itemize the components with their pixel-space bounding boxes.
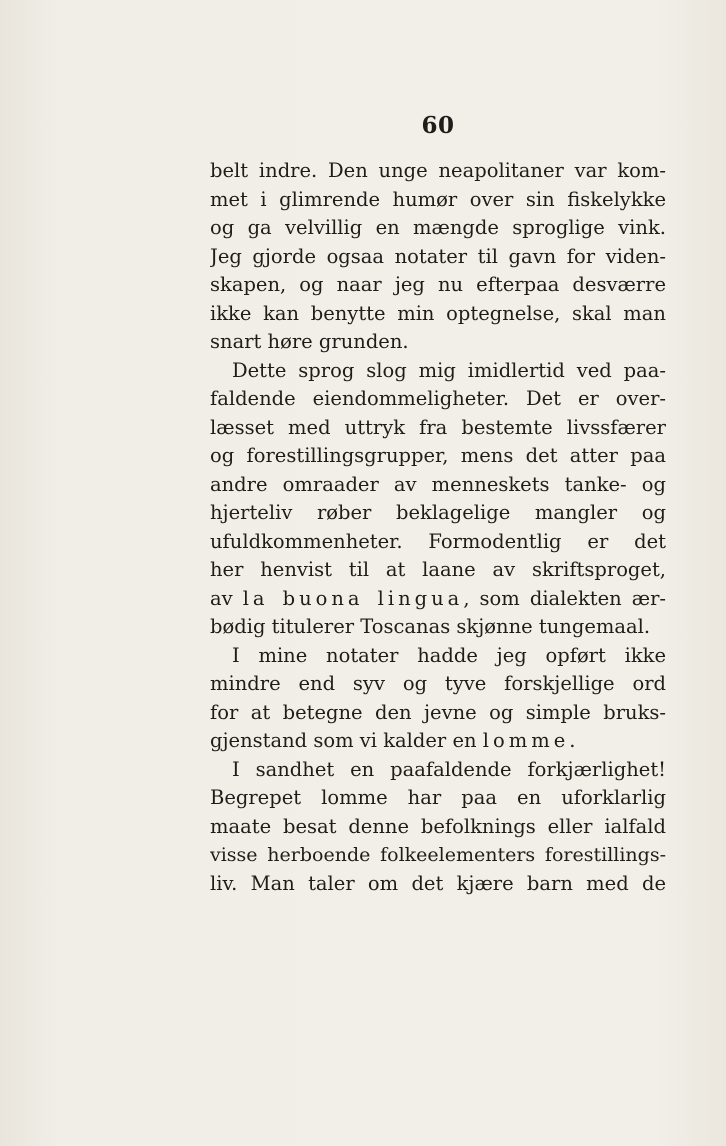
text-line [210,585,666,614]
text-line: met i glimrende humør over sin fiskelykke [210,187,666,211]
text-line: Jeg gjorde ogsaa notater til gavn for viden- [210,244,666,268]
text-line: og forestillingsgrupper, mens det atter paa [210,444,666,467]
text-line: bødig titulerer Toscanas skjønne tungemaal. [210,615,651,638]
spaced-word: lomme [482,729,570,752]
page-number: 60 [421,112,455,139]
text-line: snart høre grunden. [210,330,409,353]
text-line: ufuldkommenheter. Formodentlig er det [210,529,666,553]
spaced-phrase: la buona lingua [242,586,464,610]
line-post: . [569,729,576,752]
text-line [210,727,666,756]
text-line: Dette sprog slog mig imidlertid ved paa- [232,358,666,382]
text-line: ikke kan benytte min optegnelse, skal man [210,301,666,325]
text-line: liv. Man taler om det kjære barn med de [210,871,666,895]
text-line: I sandhet en paafaldende forkjærlighet! [232,757,666,781]
text-line: her henvist til at laane av skriftsproget, [210,558,666,581]
text-line: belt indre. Den unge neapolitaner var kom- [210,159,666,182]
text-line: hjerteliv røber beklagelige mangler og [210,501,666,524]
text-line: og ga velvillig en mængde sproglige vink. [210,216,666,239]
text-line: Begrepet lomme har paa en uforklarlig [210,786,666,809]
text-line: andre omraader av menneskets tanke- og [210,472,666,496]
text-line: visse herboende folkeelementers forestillings- [210,844,666,866]
text-line: maate besat denne befolknings eller ialfald [210,814,666,838]
text-line: faldende eiendommeligheter. Det er over- [210,387,666,410]
text-line: I mine notater hadde jeg opført ikke [232,643,666,667]
line-pre: gjenstand som vi kalder en [210,729,483,752]
body-text [210,157,666,898]
text-line: mindre end syv og tyve forskjellige ord [210,672,666,695]
text-line: for at betegne den jevne og simple bruks- [210,700,666,724]
line-pre: av [210,586,243,610]
text-line: læsset med uttryk fra bestemte livssfærer [210,415,666,439]
line-post: , som dialekten ær- [463,586,666,610]
text-line: skapen, og naar jeg nu efterpaa desværre [210,273,666,296]
